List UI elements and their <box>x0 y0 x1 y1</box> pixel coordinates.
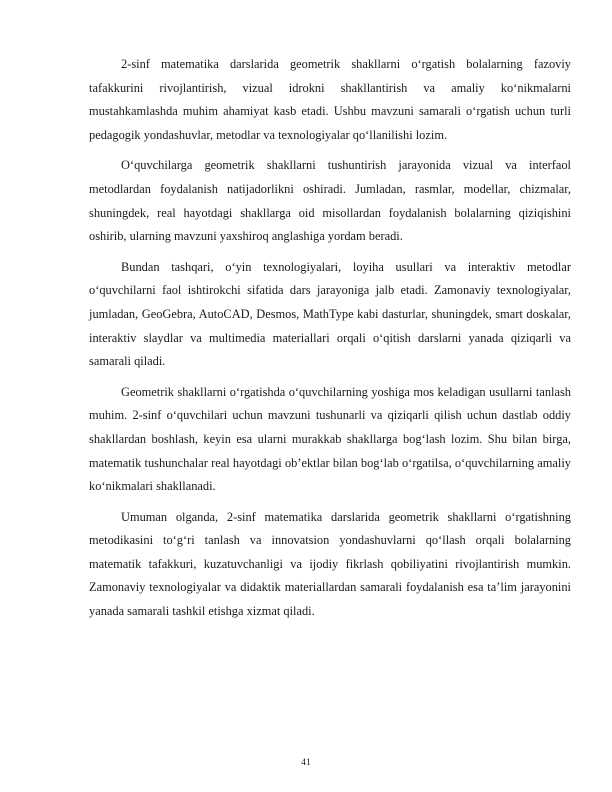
paragraph-1: 2-sinf matematika darslarida geometrik shakllarni o‘rgatish bolalarning fazoviy tafakkurini rivojlantirish, vizual idrokni shakllantirish va amaliy ko‘nikmalarni mustahkamlashda muhim ahamiyat kasb etadi. Ushbu mavzuni samarali o‘rgatish uchun turli pedagogik yondashuvlar, metodlar va texnologiyalar qo‘llanilishi lozim. <box>89 57 571 142</box>
paragraph-2: O‘quvchilarga geometrik shakllarni tushuntirish jarayonida vizual va interfaol metodlardan foydalanish natijadorlikni oshiradi. Jumladan, rasmlar, modellar, chizmalar, shuningdek, real hayotdagi shakllarga oid misollardan foydalanish bolalarning qiziqishini oshirib, ularning mavzuni yaxshiroq anglashiga yordam beradi. <box>89 158 571 244</box>
body-text <box>89 53 571 631</box>
paragraph-5: Umuman olganda, 2-sinf matematika darslarida geometrik shakllarni o‘rgatishning metodikasini to‘g‘ri tanlash va innovatsion yondashuvlarni qo‘llash orqali bolalarning matematik tafakkuri, kuzatuvchanligi va ijodiy fikrlash qobiliyatini rivojlantirish mumkin. Zamonaviy texnologiyalar va didaktik materiallardan samarali foydalanish esa ta’lim jarayonini yanada samarali tashkil etishga xizmat qiladi. <box>89 509 571 619</box>
page-number: 41 <box>301 758 311 768</box>
paragraph-4: Geometrik shakllarni o‘rgatishda o‘quvchilarning yoshiga mos keladigan usullarni tanlash muhim. 2-sinf o‘quvchilari uchun mavzuni tushunarli va qiziqarli qilish uchun dastlab oddiy shakllardan boshlash, keyin esa ularni murakkab shakllarga bog‘lash lozim. Shu bilan birga, matematik tushunchalar real hayotdagi ob’ektlar bilan bog‘lab o‘rgatilsa, o‘quvchilarning amaliy ko‘nikmalari shakllanadi. <box>89 384 571 494</box>
paragraph-3: Bundan tashqari, o‘yin texnologiyalari, loyiha usullari va interaktiv metodlar o‘quvchilarni faol ishtirokchi sifatida dars jarayoniga jalb etadi. Zamonaviy texnologiyalar, jumladan, GeoGebra, AutoCAD, Desmos, MathType kabi dasturlar, shuningdek, smart doskalar, interaktiv slaydlar va multimedia materiallari orqali o‘qitish darslarni yanada qiziqarli va samarali qiladi. <box>89 259 571 369</box>
